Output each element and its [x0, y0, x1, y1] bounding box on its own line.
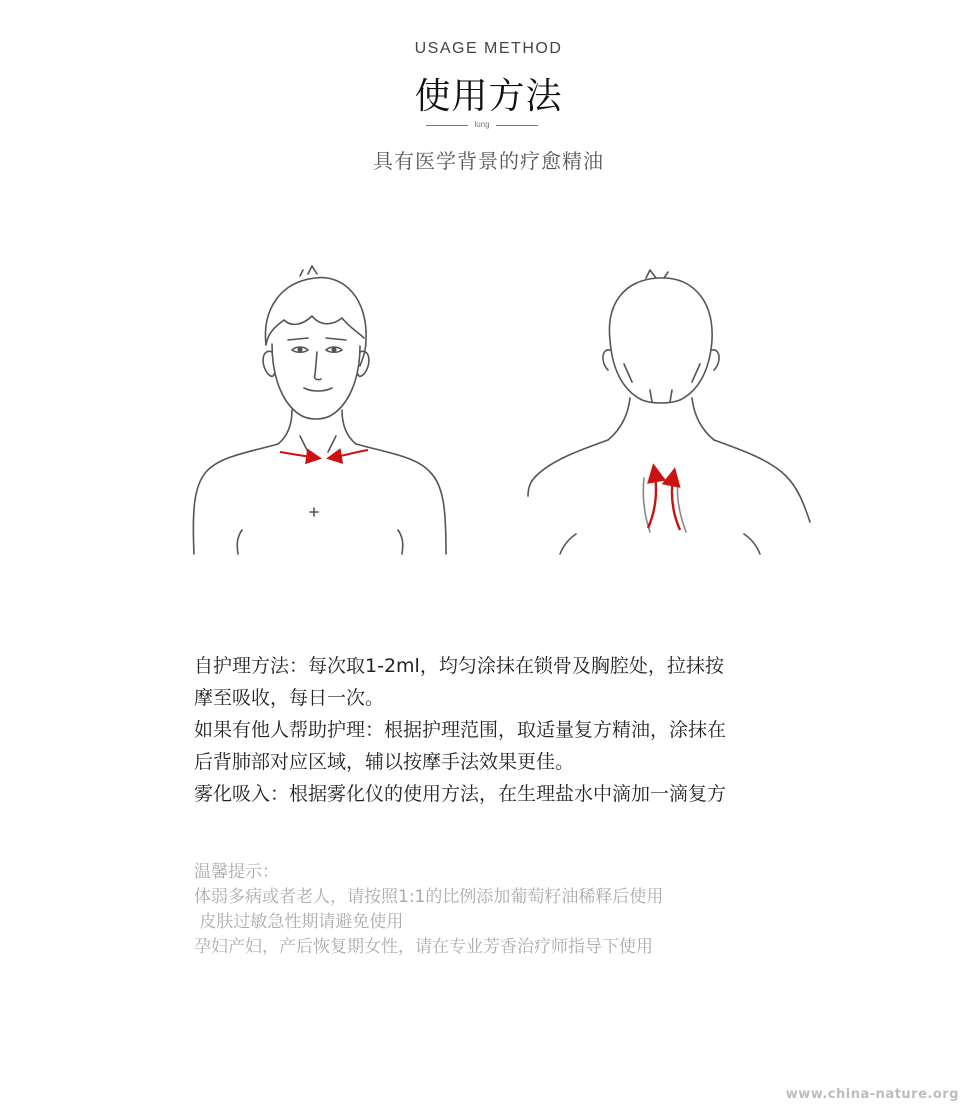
- warm-tips: [194, 860, 814, 960]
- front-hair: [265, 278, 366, 366]
- instruction-line: 摩至吸收，每日一次。: [194, 687, 385, 709]
- front-figure: [193, 266, 446, 554]
- tips-heading: 温馨提示：: [194, 862, 279, 882]
- front-collarbone-arrows: [280, 450, 368, 458]
- instruction-line: 后背肺部对应区域，辅以按摩手法效果更佳。: [194, 751, 575, 773]
- instruction-line: 自护理方法：每次取1-2ml，均匀涂抹在锁骨及胸腔处，拉抹按: [194, 655, 724, 677]
- tip-line: 体弱多病或者老人，请按照1:1的比例添加葡萄籽油稀释后使用: [194, 887, 664, 907]
- watermark: www.china-nature.org: [785, 1087, 959, 1102]
- back-figure: [528, 270, 810, 554]
- back-shoulders: [528, 440, 810, 522]
- subtitle-english: USAGE METHOD: [414, 40, 563, 57]
- tip-line: 孕妇产妇，产后恢复期女性，请在专业芳香治疗师指导下使用: [194, 937, 653, 957]
- tagline: 具有医学背景的疗愈精油: [373, 149, 604, 173]
- back-upward-arrows: [648, 468, 680, 530]
- front-shoulders: [193, 444, 446, 554]
- tip-line: 皮肤过敏急性期请避免使用: [194, 912, 404, 932]
- divider-line-left: [426, 125, 468, 126]
- usage-instructions: [194, 650, 814, 810]
- divider-mark: lung: [474, 120, 490, 129]
- page-title: 使用方法: [414, 76, 563, 117]
- back-head: [609, 278, 712, 403]
- divider-line-right: [496, 125, 538, 126]
- body-illustration: [180, 260, 820, 560]
- front-arrow-right: [330, 450, 368, 458]
- title-divider: [423, 118, 541, 132]
- back-neck: [608, 398, 714, 440]
- back-arrow-left: [648, 468, 656, 528]
- front-arrow-left: [280, 452, 318, 458]
- instruction-line: 如果有他人帮助护理：根据护理范围，取适量复方精油，涂抹在: [194, 719, 727, 741]
- instruction-line: 雾化吸入：根据雾化仪的使用方法，在生理盐水中滴加一滴复方: [194, 783, 727, 805]
- front-neck: [278, 410, 356, 444]
